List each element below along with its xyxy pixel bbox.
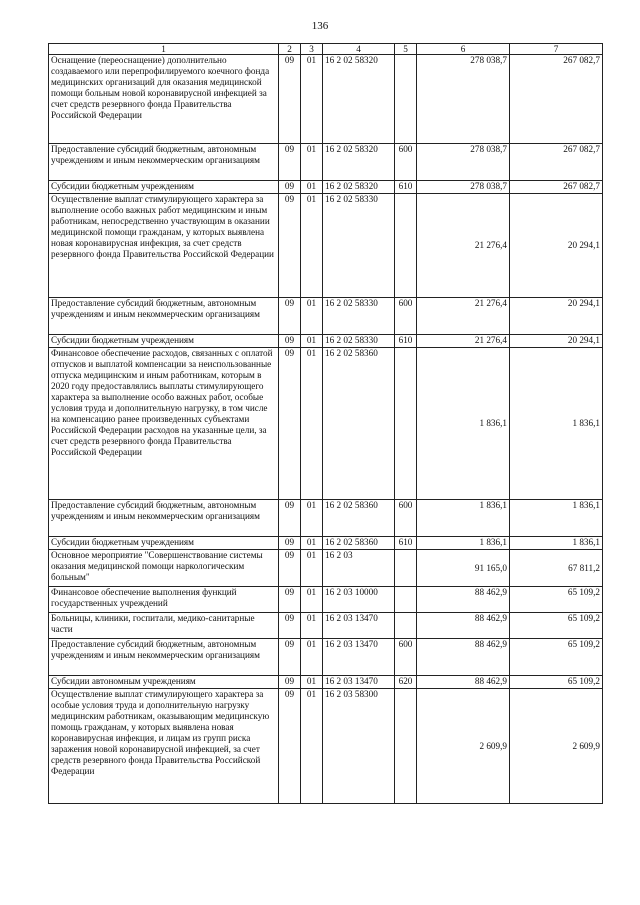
expense-type-code: 600 (395, 298, 417, 335)
section-code: 09 (279, 335, 301, 348)
expense-name: Основное мероприятие "Совершенствование системы оказания медицинской помощи наркологическим больным" (49, 550, 279, 587)
amount-col6: 1 836,1 (417, 348, 510, 500)
amount-col6: 2 609,9 (417, 689, 510, 804)
target-article-code: 16 2 03 13470 (323, 676, 395, 689)
target-article-code: 16 2 02 58360 (323, 348, 395, 500)
amount-col7: 65 109,2 (510, 639, 603, 676)
expense-type-code: 610 (395, 335, 417, 348)
table-row (49, 348, 603, 500)
target-article-code: 16 2 03 13470 (323, 613, 395, 639)
column-header: 3 (301, 44, 323, 55)
expense-name: Предоставление субсидий бюджетным, автономным учреждениям и иным некоммерческим организациям (49, 500, 279, 537)
amount-col6: 88 462,9 (417, 676, 510, 689)
amount-col7: 20 294,1 (510, 194, 603, 298)
target-article-code: 16 2 02 58320 (323, 181, 395, 194)
target-article-code: 16 2 02 58320 (323, 144, 395, 181)
expense-name: Финансовое обеспечение выполнения функций государственных учреждений (49, 587, 279, 613)
table-row (49, 194, 603, 298)
target-article-code: 16 2 02 58330 (323, 194, 395, 298)
amount-col7: 65 109,2 (510, 613, 603, 639)
amount-col6: 21 276,4 (417, 194, 510, 298)
column-header: 7 (510, 44, 603, 55)
expense-type-code (395, 613, 417, 639)
expense-type-code (395, 55, 417, 144)
section-code: 09 (279, 550, 301, 587)
subsection-code: 01 (301, 55, 323, 144)
section-code: 09 (279, 348, 301, 500)
amount-col7: 1 836,1 (510, 500, 603, 537)
expense-name: Субсидии бюджетным учреждениям (49, 537, 279, 550)
amount-col6: 88 462,9 (417, 613, 510, 639)
section-code: 09 (279, 144, 301, 181)
section-code: 09 (279, 639, 301, 676)
target-article-code: 16 2 02 58330 (323, 298, 395, 335)
table-row (49, 298, 603, 335)
amount-col6: 1 836,1 (417, 537, 510, 550)
table-row (49, 144, 603, 181)
amount-col6: 278 038,7 (417, 144, 510, 181)
section-code: 09 (279, 181, 301, 194)
amount-col6: 88 462,9 (417, 639, 510, 676)
column-header: 5 (395, 44, 417, 55)
table-row (49, 587, 603, 613)
section-code: 09 (279, 587, 301, 613)
amount-col6: 91 165,0 (417, 550, 510, 587)
subsection-code: 01 (301, 689, 323, 804)
column-header: 1 (49, 44, 279, 55)
amount-col7: 20 294,1 (510, 298, 603, 335)
expense-name: Оснащение (переоснащение) дополнительно создаваемого или перепрофилируемого коечного фонда медицинских организаций для оказания медицинской помощи больным новой коронавирусной инфекцией за счет средств резервного фонда Правительства Российской Федерации (49, 55, 279, 144)
amount-col6: 88 462,9 (417, 587, 510, 613)
section-code: 09 (279, 613, 301, 639)
column-header: 2 (279, 44, 301, 55)
target-article-code: 16 2 02 58360 (323, 537, 395, 550)
subsection-code: 01 (301, 144, 323, 181)
budget-table (48, 43, 603, 804)
amount-col7: 65 109,2 (510, 587, 603, 613)
target-article-code: 16 2 03 10000 (323, 587, 395, 613)
amount-col7: 67 811,2 (510, 550, 603, 587)
expense-name: Предоставление субсидий бюджетным, автономным учреждениям и иным некоммерческим организациям (49, 639, 279, 676)
expense-type-code: 600 (395, 639, 417, 676)
table-row (49, 689, 603, 804)
section-code: 09 (279, 537, 301, 550)
subsection-code: 01 (301, 348, 323, 500)
expense-name: Предоставление субсидий бюджетным, автономным учреждениям и иным некоммерческим организациям (49, 298, 279, 335)
section-code: 09 (279, 55, 301, 144)
table-row (49, 550, 603, 587)
table-row (49, 55, 603, 144)
target-article-code: 16 2 03 13470 (323, 639, 395, 676)
table-row (49, 676, 603, 689)
page-number: 136 (311, 20, 329, 32)
target-article-code: 16 2 02 58320 (323, 55, 395, 144)
section-code: 09 (279, 500, 301, 537)
subsection-code: 01 (301, 587, 323, 613)
table-row (49, 335, 603, 348)
subsection-code: 01 (301, 500, 323, 537)
subsection-code: 01 (301, 298, 323, 335)
section-code: 09 (279, 689, 301, 804)
table-row (49, 613, 603, 639)
subsection-code: 01 (301, 194, 323, 298)
amount-col7: 1 836,1 (510, 537, 603, 550)
table-row (49, 500, 603, 537)
subsection-code: 01 (301, 181, 323, 194)
subsection-code: 01 (301, 550, 323, 587)
table-row (49, 537, 603, 550)
amount-col6: 278 038,7 (417, 181, 510, 194)
expense-type-code: 610 (395, 181, 417, 194)
expense-name: Больницы, клиники, госпитали, медико-санитарные части (49, 613, 279, 639)
expense-name: Финансовое обеспечение расходов, связанных с оплатой отпусков и выплатой компенсации за неиспользованные отпуска медицинским и иным работникам, которым в 2020 году предоставлялись выплаты стимулирующего характера за выполнение особо важных работ, особые условия труда и дополнительную нагрузку, в том числе на компенсацию ранее произведенных субъектами Российской Федерации расходов на указанные цели, за счет средств резервного фонда Правительства Российской Федерации (49, 348, 279, 500)
subsection-code: 01 (301, 639, 323, 676)
expense-name: Субсидии бюджетным учреждениям (49, 181, 279, 194)
target-article-code: 16 2 03 58300 (323, 689, 395, 804)
expense-type-code: 610 (395, 537, 417, 550)
expense-type-code (395, 348, 417, 500)
table-row (49, 181, 603, 194)
amount-col7: 267 082,7 (510, 181, 603, 194)
expense-type-code (395, 550, 417, 587)
section-code: 09 (279, 194, 301, 298)
expense-type-code: 600 (395, 144, 417, 181)
table-row (49, 639, 603, 676)
amount-col7: 20 294,1 (510, 335, 603, 348)
subsection-code: 01 (301, 613, 323, 639)
amount-col6: 21 276,4 (417, 335, 510, 348)
expense-name: Предоставление субсидий бюджетным, автономным учреждениям и иным некоммерческим организациям (49, 144, 279, 181)
column-header: 4 (323, 44, 395, 55)
column-header: 6 (417, 44, 510, 55)
amount-col7: 65 109,2 (510, 676, 603, 689)
expense-type-code: 620 (395, 676, 417, 689)
amount-col6: 278 038,7 (417, 55, 510, 144)
section-code: 09 (279, 676, 301, 689)
amount-col7: 2 609,9 (510, 689, 603, 804)
subsection-code: 01 (301, 676, 323, 689)
amount-col6: 1 836,1 (417, 500, 510, 537)
amount-col7: 1 836,1 (510, 348, 603, 500)
subsection-code: 01 (301, 537, 323, 550)
amount-col7: 267 082,7 (510, 55, 603, 144)
target-article-code: 16 2 03 (323, 550, 395, 587)
subsection-code: 01 (301, 335, 323, 348)
expense-name: Осуществление выплат стимулирующего характера за выполнение особо важных работ медицинским и иным работникам, непосредственно участвующим в оказании медицинской помощи гражданам, у которых выявлена новая коронавирусная инфекция, за счет средств резервного фонда Правительства Российской Федерации (49, 194, 279, 298)
expense-type-code (395, 587, 417, 613)
section-code: 09 (279, 298, 301, 335)
target-article-code: 16 2 02 58330 (323, 335, 395, 348)
amount-col7: 267 082,7 (510, 144, 603, 181)
amount-col6: 21 276,4 (417, 298, 510, 335)
expense-type-code: 600 (395, 500, 417, 537)
expense-name: Субсидии бюджетным учреждениям (49, 335, 279, 348)
expense-name: Субсидии автономным учреждениям (49, 676, 279, 689)
expense-name: Осуществление выплат стимулирующего характера за особые условия труда и дополнительную нагрузку медицинским работникам, оказывающим медицинскую помощь гражданам, у которых выявлена новая коронавирусная инфекция, и лицам из групп риска заражения новой коронавирусной инфекцией, за счет средств резервного фонда Правительства Российской Федерации (49, 689, 279, 804)
expense-type-code (395, 194, 417, 298)
expense-type-code (395, 689, 417, 804)
table-header-row (49, 44, 603, 55)
target-article-code: 16 2 02 58360 (323, 500, 395, 537)
